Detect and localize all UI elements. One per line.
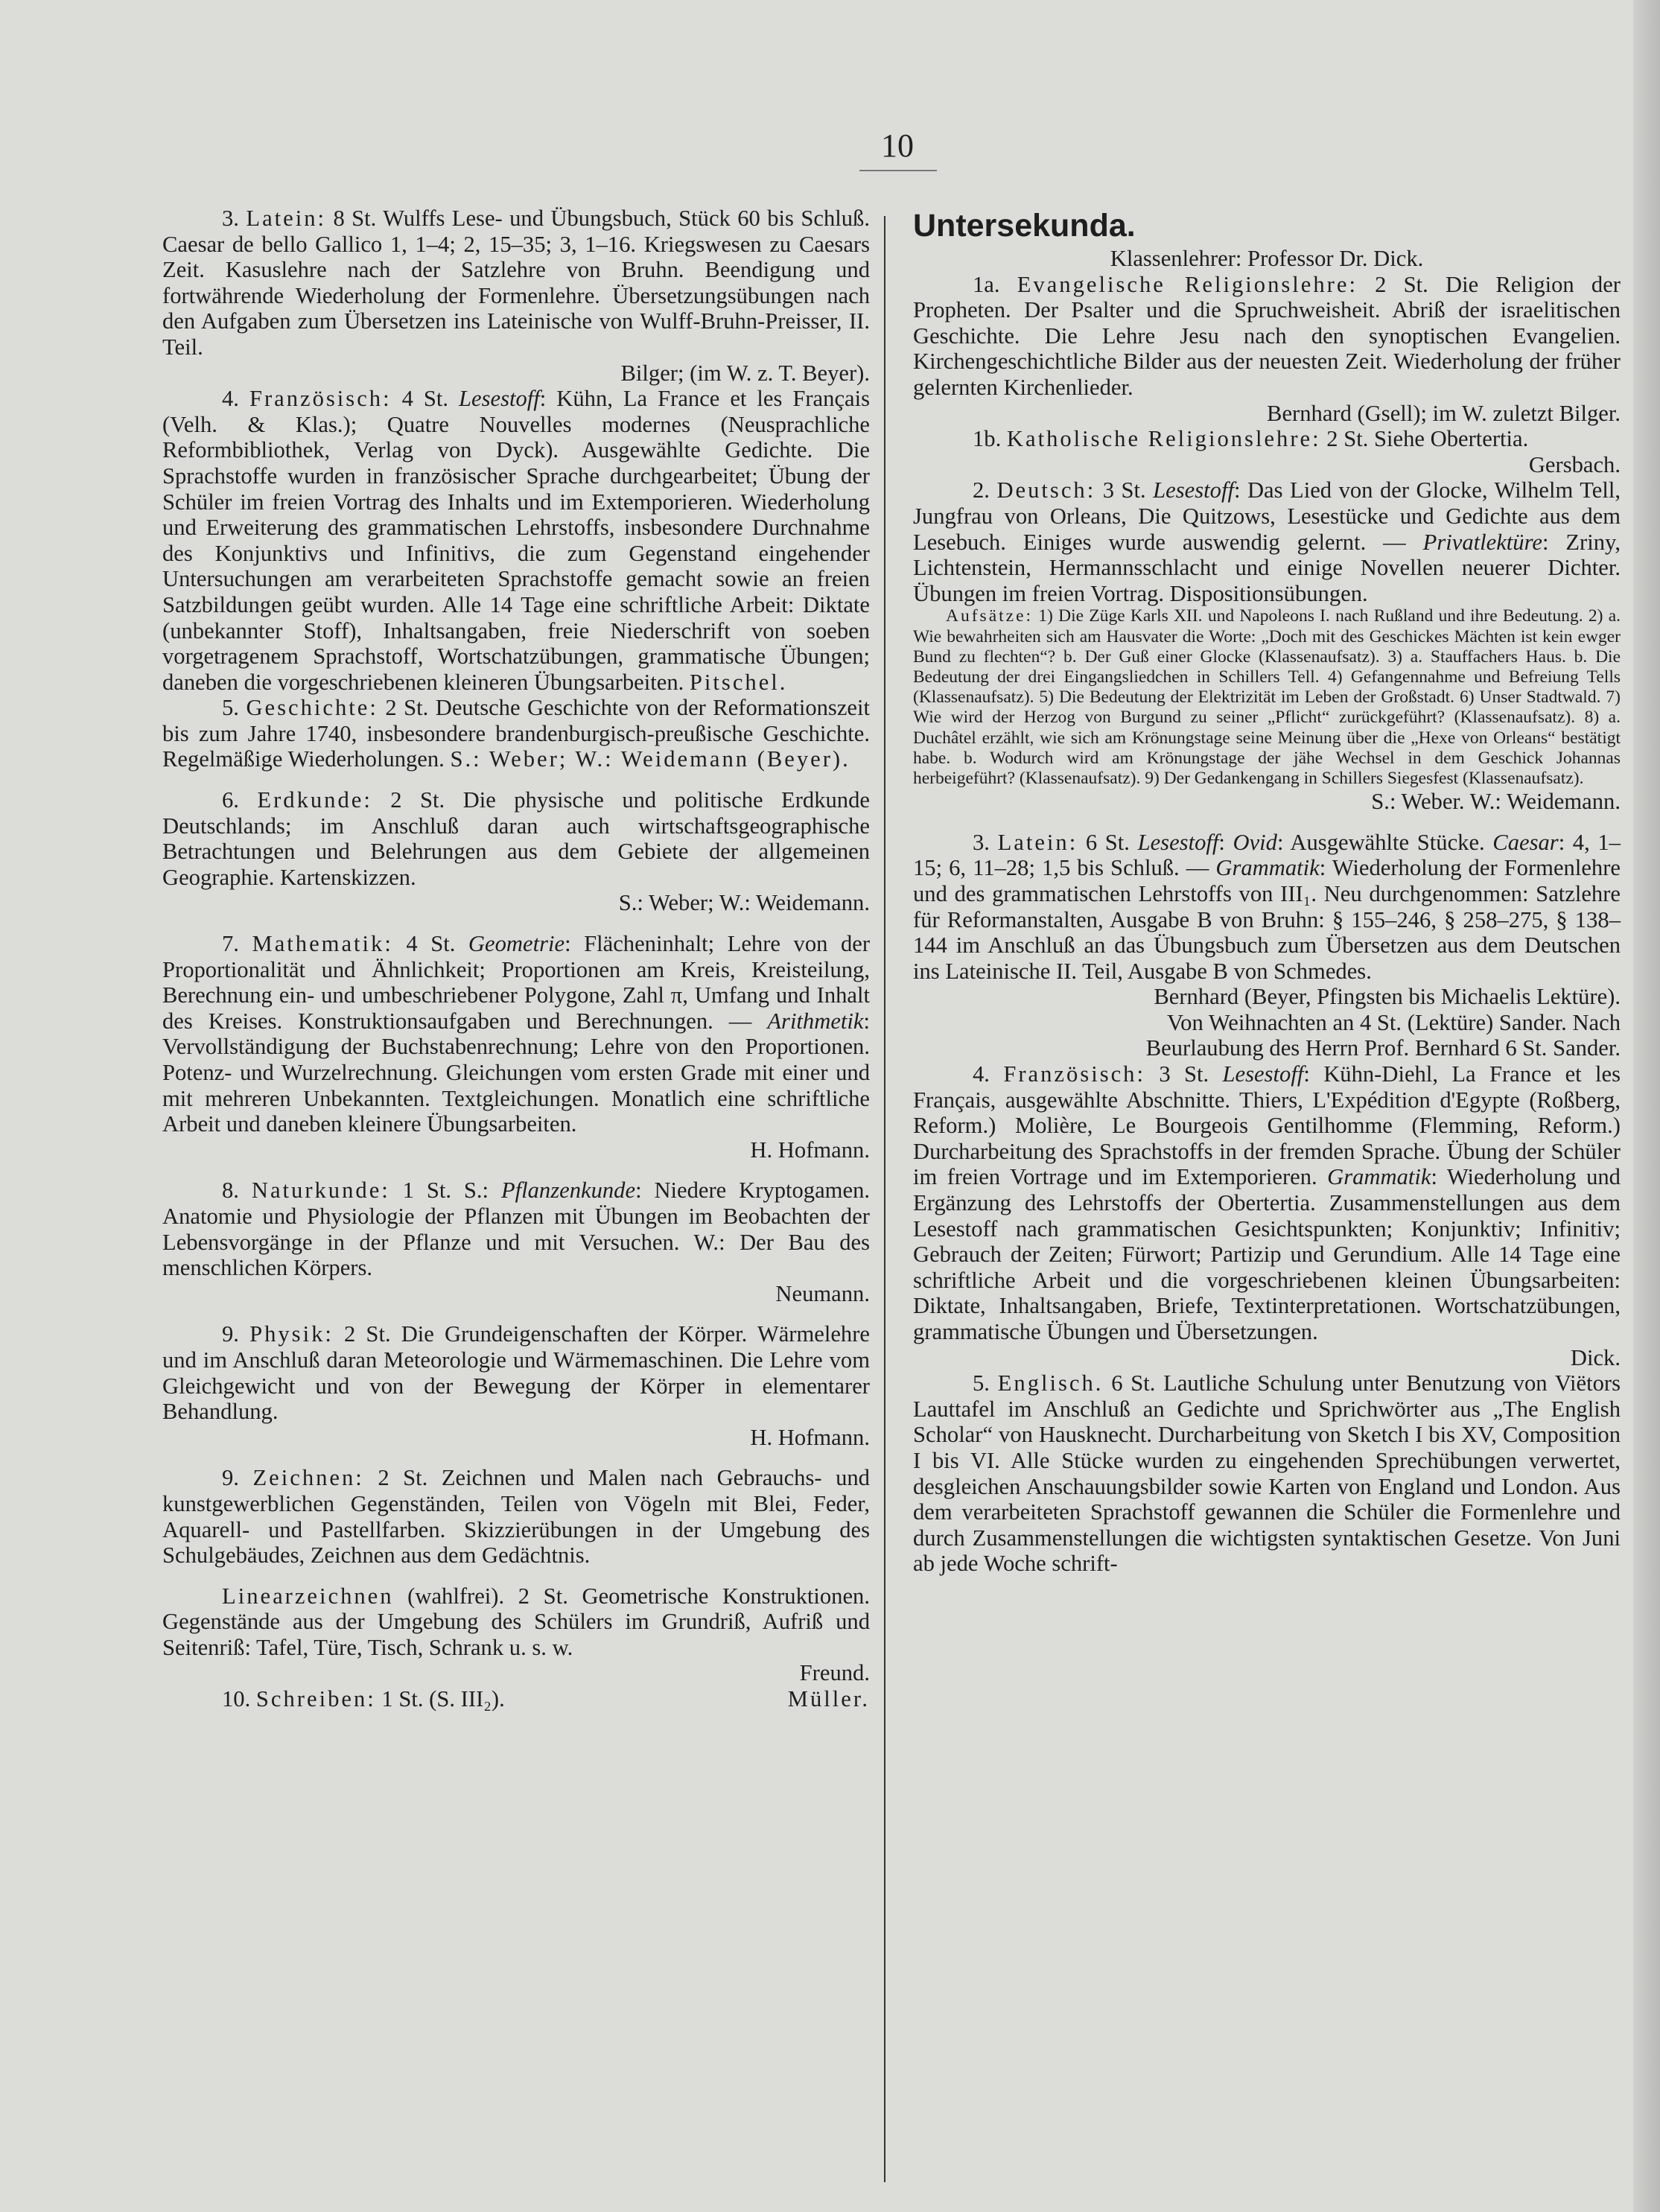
- section-number: 7.: [222, 931, 239, 957]
- subject-title: Erdkunde:: [257, 787, 372, 813]
- column-divider: [884, 216, 885, 2182]
- essay-list: [913, 606, 1621, 789]
- subject-title: Katholische Religionslehre:: [1006, 426, 1321, 452]
- section-number: 5.: [222, 695, 239, 721]
- subject-title: Naturkunde:: [251, 1177, 390, 1204]
- section-drawing: [162, 1465, 870, 1568]
- essay-topics: [913, 606, 1621, 789]
- section-text: : Kühn-Diehl, La France et les Français, ausgewählte Abschnitte. Thiers, L'Expédition d'Egypte (Roßberg, Reform.) Molière, Le Bourgeois Gentilhomme (Flemming, Reform.) Durcharbeitung des Sprachstoffs in der fremden Sprache. Übung der Schüler im freien Vortrage und im Extemporieren.: [913, 1061, 1621, 1190]
- section-text: 2 St. Deutsche Geschichte von der Reformationszeit bis zum Jahre 1740, insbesondere brandenburgisch-preußische Geschichte. Regelmäßige Wiederholungen.: [162, 695, 870, 772]
- section-text: 3 St.: [1095, 477, 1154, 503]
- topic-label: Caesar: [1492, 829, 1559, 855]
- section-text: : 4, 1–15; 6, 11–28; 1,5 bis Schluß. —: [913, 829, 1621, 881]
- topic-label: Arithmetik: [767, 1008, 864, 1034]
- section-text: 2 St. Zeichnen und Malen nach Gebrauchs- und kunstgewerblichen Gegenständen, Teilen von Vögeln mit Blei, Feder, Aquarell- und Pastellfarben. Skizzierübungen in der Umgebung des Schulgebäudes, Zeichnen aus dem Gedächtnis.: [162, 1465, 870, 1569]
- section-number: 1b.: [973, 426, 1002, 452]
- subject-title: Latein:: [246, 206, 327, 231]
- section-text: 6 St.: [1078, 829, 1138, 855]
- page-number: 10: [881, 127, 914, 164]
- section-text: : Wiederholung der Formenlehre und des grammatischen Lehrstoffs von III₁. Neu durchgenommen: Satzlehre für Reformanstalten, Ausgabe B von Bruhn: § 155–246, § 258–275, § 138–144 im Anschluß an das Übungsbuch zum Übersetzen aus dem Deutschen ins Lateinische II. Teil, Ausgabe B von Schmedes.: [913, 855, 1621, 984]
- section-writing: [162, 1686, 870, 1712]
- section-english: [913, 1370, 1621, 1577]
- section-number: 8.: [222, 1177, 239, 1204]
- section-text: 1 St. S.:: [389, 1177, 501, 1204]
- topic-label: Privatlektüre: [1422, 529, 1542, 555]
- subject-title: Latein:: [997, 829, 1078, 855]
- teacher-name: S.: Weber. W.: Weidemann.: [1371, 789, 1621, 815]
- section-text: 2 St. Die Grundeigenschaften der Körper. Wärmelehre und im Anschluß daran Meteorologie und Wärmemaschinen. Die Lehre vom Gleichgewicht und von der Bewegung der Körper in elementarer Behandlung.: [162, 1321, 870, 1425]
- subject-title: Physik:: [249, 1321, 334, 1347]
- left-column: [162, 206, 870, 1712]
- section-number: 9.: [222, 1321, 239, 1347]
- section-text: 1 St. (S. III₂).: [375, 1686, 505, 1712]
- teacher-name: Bernhard (Beyer, Pfingsten bis Michaelis Lektüre).: [1154, 984, 1621, 1010]
- page-number-rule: [859, 170, 937, 171]
- teacher-name: Bernhard (Gsell); im W. zuletzt Bilger.: [1267, 400, 1621, 426]
- subject-title: Mathematik:: [252, 931, 393, 957]
- section-number: 9.: [222, 1465, 239, 1491]
- topic-label: Lesestoff: [1222, 1061, 1304, 1087]
- teacher-note: Beurlaubung des Herrn Prof. Bernhard 6 St. Sander.: [1145, 1035, 1621, 1061]
- subject-title: Deutsch:: [996, 477, 1096, 503]
- subject-title: Englisch.: [997, 1370, 1104, 1396]
- section-natural-science: [162, 1177, 870, 1280]
- subject-title: Linearzeichnen: [222, 1583, 394, 1609]
- section-text: 8 St. Wulffs Lese- und Übungsbuch, Stück 60 bis Schluß. Caesar de bello Gallico 1, 1–4; 2, 15–35; 3, 1–16. Kriegswesen zu Caesars Zeit. Kasuslehre nach der Satzlehre von Bruhn. Beendigung und fortwährende Wiederholung der Formenlehre. Übersetzungsübungen nach den Aufgaben zum Übersetzen ins Lateinische von Wulff-Bruhn-Preisser, II. Teil.: [162, 206, 870, 360]
- subject-title: Schreiben:: [255, 1686, 376, 1712]
- subject-title: Geschichte:: [246, 695, 378, 721]
- page-edge-shadow: [1633, 0, 1660, 2212]
- section-math: [162, 931, 870, 1137]
- section-geography: [162, 787, 870, 890]
- teacher-name: Pitschel.: [689, 669, 788, 695]
- section-number: 5.: [973, 1370, 990, 1396]
- class-heading: Untersekunda.: [913, 208, 1136, 244]
- section-text: : Vervollständigung der Buchstabenrechnung; Lehre von den Proportionen. Potenz- und Wurzelrechnung. Gleichungen vom ersten Grade mit einer und mit mehreren Unbekannten. Textgleichungen. Monatlich eine schriftliche Arbeit und daneben kleinere Übungsarbeiten.: [162, 1008, 870, 1137]
- teacher-name: S.: Weber; W.: Weidemann.: [618, 890, 870, 916]
- section-text: : Niedere Kryptogamen. Anatomie und Physiologie der Pflanzen mit Übungen im Beobachten der Lebensvorgänge in der Pflanze und mit Versuchen. W.: Der Bau des menschlichen Körpers.: [162, 1177, 871, 1281]
- section-number: 3.: [973, 829, 990, 855]
- section-text: : Kühn, La France et les Français (Velh. & Klas.); Quatre Nouvelles modernes (Neusprachliche Reformbibliothek, Verlag von Dyck). Ausgewählte Gedichte. Die Sprachstoffe wurden in französischer Sprache durchgearbeitet; Übung der Schüler im freien Vortrag des Inhalts und im Extemporieren. Wiederholung und Erweiterung des grammatischen Lehrstoffs, insbesondere Durchnahme des Konjunktivs und Infinitivs, die zum Gegenstand eingehender Untersuchungen am verarbeiteten Sprachstoffe gemacht sowie an freien Satzbildungen geübt wurden. Alle 14 Tage eine schriftliche Arbeit: Diktate (unbekannter Stoff), Inhaltsangaben, freie Niederschrift von soeben vorgetragenem Sprachstoff, Wortschatzübungen, grammatische Übungen; daneben die vorgeschriebenen kleineren Übungsarbeiten.: [162, 386, 871, 695]
- section-protestant-religion: [913, 272, 1621, 401]
- section-text: :: [1218, 829, 1233, 855]
- section-number: 6.: [222, 787, 239, 813]
- section-catholic-religion: [913, 426, 1621, 452]
- section-number: 3.: [222, 206, 239, 231]
- section-number: 4.: [973, 1061, 990, 1087]
- topic-label: Ovid: [1233, 829, 1277, 855]
- section-number: 1a.: [973, 271, 1000, 297]
- topic-label: Grammatik: [1327, 1164, 1431, 1190]
- section-text: 2 St. Die physische und politische Erdkunde Deutschlands; im Anschluß daran auch wirtschaftsgeographische Betrachtungen und Belehrungen aus dem Gebiete der allgemeinen Geographie. Kartenskizzen.: [162, 787, 870, 890]
- teacher-name: Freund.: [799, 1660, 870, 1686]
- teacher-note: Von Weihnachten an 4 St. (Lektüre) Sander. Nach: [1167, 1009, 1621, 1035]
- subject-title: Französisch:: [249, 386, 392, 412]
- section-number: 2.: [973, 477, 990, 503]
- teacher-name: Gersbach.: [1528, 451, 1621, 477]
- teacher-name: H. Hofmann.: [750, 1424, 870, 1450]
- section-history: [162, 695, 870, 772]
- topic-label: Geometrie: [468, 931, 565, 957]
- section-number: 4.: [222, 386, 239, 412]
- section-physics: [162, 1321, 870, 1424]
- section-french: [913, 1061, 1621, 1345]
- section-text: 6 St. Lautliche Schulung unter Benutzung von Viëtors Lauttafel im Anschluß an Gedichte und Sprichwörter aus „The English Scholar“ von Hausknecht. Durcharbeitung von Sketch I bis XV, Composition I bis VI. Alle Stücke wurden zu eingehenden Sprechübungen verwertet, desgleichen Anschauungsbilder sowie Karten von England und London. Aus dem verarbeiteten Sprachstoff gewannen die Schüler die Formenlehre und durch Zusammenstellungen die wichtigsten syntaktischen Gesetze. Von Juni ab jede Woche schrift-: [913, 1370, 1621, 1577]
- section-text: 2 St. Die Religion der Propheten. Der Psalter und die Spruchweisheit. Abriß der israelitischen Geschichte. Die Lehre Jesu nach den synoptischen Evangelien. Kirchengeschichtliche Bilder aus der neuesten Zeit. Wiederholung der früher gelernten Kirchenlieder.: [913, 271, 1621, 400]
- section-text: : Wiederholung und Ergänzung des Lehrstoffs der Obertertia. Zusammenstellungen aus dem Lesestoff nach grammatischen Gesichtspunkten; Konjunktiv; Infinitiv; Gebrauch der Zeiten; Fürwort; Partizip und Gerundium. Alle 14 Tage eine schriftliche Arbeit und die vorgeschriebenen kleinen Übungsarbeiten: Diktate, Inhaltsangaben, Briefe, Textinterpretationen. Wortschatzübungen, grammatische Übungen und Übersetzungen.: [913, 1164, 1621, 1345]
- teacher-name: Bilger; (im W. z. T. Beyer).: [620, 360, 870, 386]
- subject-title: Aufsätze:: [946, 606, 1034, 626]
- section-german: [913, 477, 1621, 606]
- section-text: 2 St. Siehe Obertertia.: [1320, 426, 1529, 452]
- teacher-name: Müller.: [787, 1686, 870, 1712]
- topic-label: Lesestoff: [1137, 829, 1219, 855]
- right-column: [913, 206, 1621, 1577]
- section-text: : Zriny, Lichtenstein, Hermannsschlacht und einige Novellen neuerer Dichter. Übungen im freien Vortrag. Dispositionsübungen.: [913, 529, 1621, 606]
- subject-title: Französisch:: [1003, 1061, 1145, 1087]
- subject-title: Zeichnen:: [252, 1465, 364, 1491]
- teacher-name: H. Hofmann.: [750, 1137, 870, 1163]
- topic-label: Pflanzenkunde: [500, 1177, 636, 1204]
- section-text: (wahlfrei). 2 St. Geometrische Konstruktionen. Gegenstände aus der Umgebung des Schülers im Grundriß, Aufriß und Seitenriß: Tafel, Türe, Tisch, Schrank u. s. w.: [162, 1583, 870, 1660]
- section-latin: [913, 830, 1621, 985]
- teacher-name: Neumann.: [775, 1280, 870, 1306]
- section-text: 3 St.: [1145, 1061, 1223, 1087]
- class-teacher: Klassenlehrer: Professor Dr. Dick.: [1110, 246, 1424, 271]
- section-french: [162, 386, 870, 695]
- section-text: 4 St.: [391, 386, 459, 412]
- section-text: 1) Die Züge Karls XII. und Napoleons I. nach Rußland und ihre Bedeutung. 2) a. Wie bewahrheiten sich am Hausvater die Worte: „Doch mit des Geschickes Mächten ist kein ewger Bund zu flechten“? b. Der Guß einer Glocke (Klassenaufsatz). 3) a. Stauffachers Haus. b. Die Bedeutung der drei Eingangsliedchen in Schillers Tell. 4) Gefangennahme und Befreiung Tells (Klassenaufsatz). 5) Die Bedeutung der Elektrizität im Leben der Großstadt. 6) Unser Stadtwald. 7) Wie wird der Herzog von Burgund zu seiner „Pflicht“ zurückgeführt? (Klassenaufsatz). 8) a. Duchâtel erzählt, wie sich am Krönungstage seine Meinung über die „Hexe von Orleans“ bestätigt habe. b. Wodurch wird am Krönungstage der jähe Wechsel in dem Geschick Johannas herbeigeführt? (Klassenaufsatz). 9) Der Gedankengang in Schillers Siegesfest (Klassenaufsatz).: [913, 606, 1621, 788]
- topic-label: Grammatik: [1215, 855, 1320, 881]
- topic-label: Lesestoff: [1153, 477, 1234, 503]
- subject-title: Evangelische Religionslehre:: [1017, 271, 1358, 297]
- section-text: 4 St.: [392, 931, 468, 957]
- teacher-name: Dick.: [1570, 1344, 1621, 1370]
- section-number: 10.: [222, 1686, 251, 1712]
- section-text: : Ausgewählte Stücke.: [1276, 829, 1493, 855]
- topic-label: Lesestoff: [459, 386, 540, 412]
- teacher-name: S.: Weber; W.: Weidemann (Beyer).: [450, 746, 850, 772]
- section-latin: [162, 206, 870, 360]
- section-text: : Flächeninhalt; Lehre von der Proportionalität und Ähnlichkeit; Proportionen am Kreis, Kreisteilung, Berechnung ein- und umbeschriebener Polygone, Zahl π, Umfang und Inhalt des Kreises. Konstruktionsaufgaben und Berechnungen. —: [162, 931, 871, 1034]
- section-linear-drawing: [162, 1583, 870, 1661]
- section-text: : Das Lied von der Glocke, Wilhelm Tell, Jungfrau von Orleans, Die Quitzows, Lesestücke und Gedichte aus dem Lesebuch. Einiges wurde auswendig gelernt. —: [913, 477, 1621, 555]
